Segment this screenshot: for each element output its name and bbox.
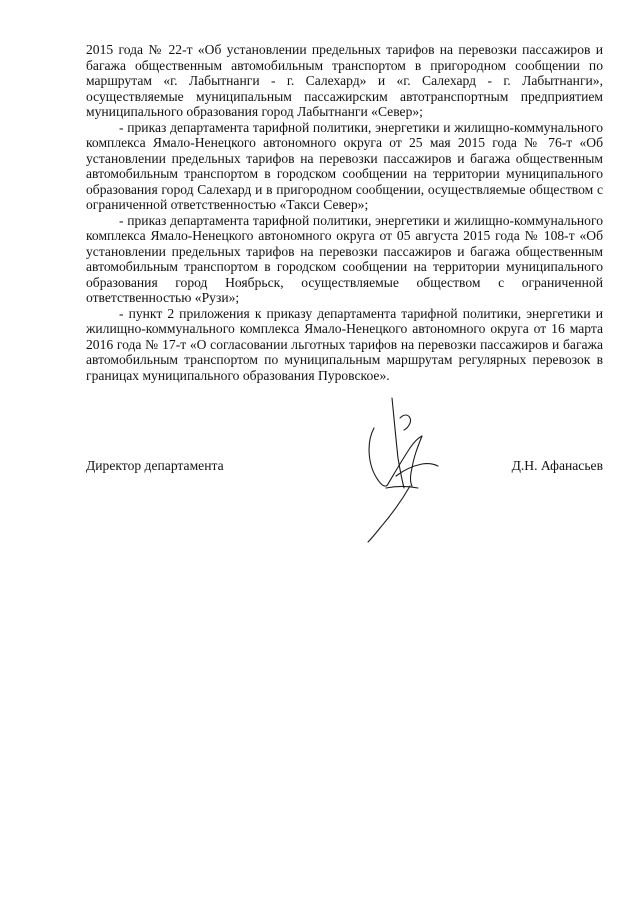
paragraph-order-108g: - приказ департамента тарифной политики, энергетики и жилищно-коммунального комплекса Ямало-Ненецкого автономного округа от 05 августа 2015 года № 108-т «Об установлении предельных тарифов на перевозки пассажиров и багажа общественным автомобильным транспортом в городском сообщении на территории муниципального образования город Ноябрьск, осуществляемые обществом с ограниченной ответственностью «Рузи»;	[86, 212, 603, 305]
paragraph-order-17t: - пункт 2 приложения к приказу департамента тарифной политики, энергетики и жилищно-коммунального комплекса Ямало-Ненецкого автономного округа от 16 марта 2016 года № 17-т «О согласовании льготных тарифов на перевозки пассажиров и багажа автомобильным транспортом по муниципальным маршрутам регулярных перевозок в границах муниципального образования Пуровское».	[86, 305, 603, 383]
signature-row	[86, 458, 603, 478]
document-body	[86, 42, 603, 383]
signer-name: Д.Н. Афанасьев	[511, 458, 603, 473]
paragraph-order-76t: - приказ департамента тарифной политики, энергетики и жилищно-коммунального комплекса Ямало-Ненецкого автономного округа от 25 мая 2015 года № 76-т «Об установлении предельных тарифов на перевозки пассажиров и багажа общественным автомобильным транспортом в городском сообщении на территории муниципального образования город Салехард и в пригородном сообщении, осуществляемые обществом с ограниченной ответственностью «Такси Север»;	[86, 119, 603, 212]
paragraph-order-22t: 2015 года № 22-т «Об установлении предельных тарифов на перевозки пассажиров и багажа общественным автомобильным транспортом в пригородном сообщении по маршрутам «г. Лабытнанги - г. Салехард» и «г. Салехард - г. Лабытнанги», осуществляемые муниципальным пассажирским автотранспортным предприятием муниципального образования город Лабытнанги «Север»;	[86, 42, 603, 119]
position-title: Директор департамента	[86, 458, 224, 473]
